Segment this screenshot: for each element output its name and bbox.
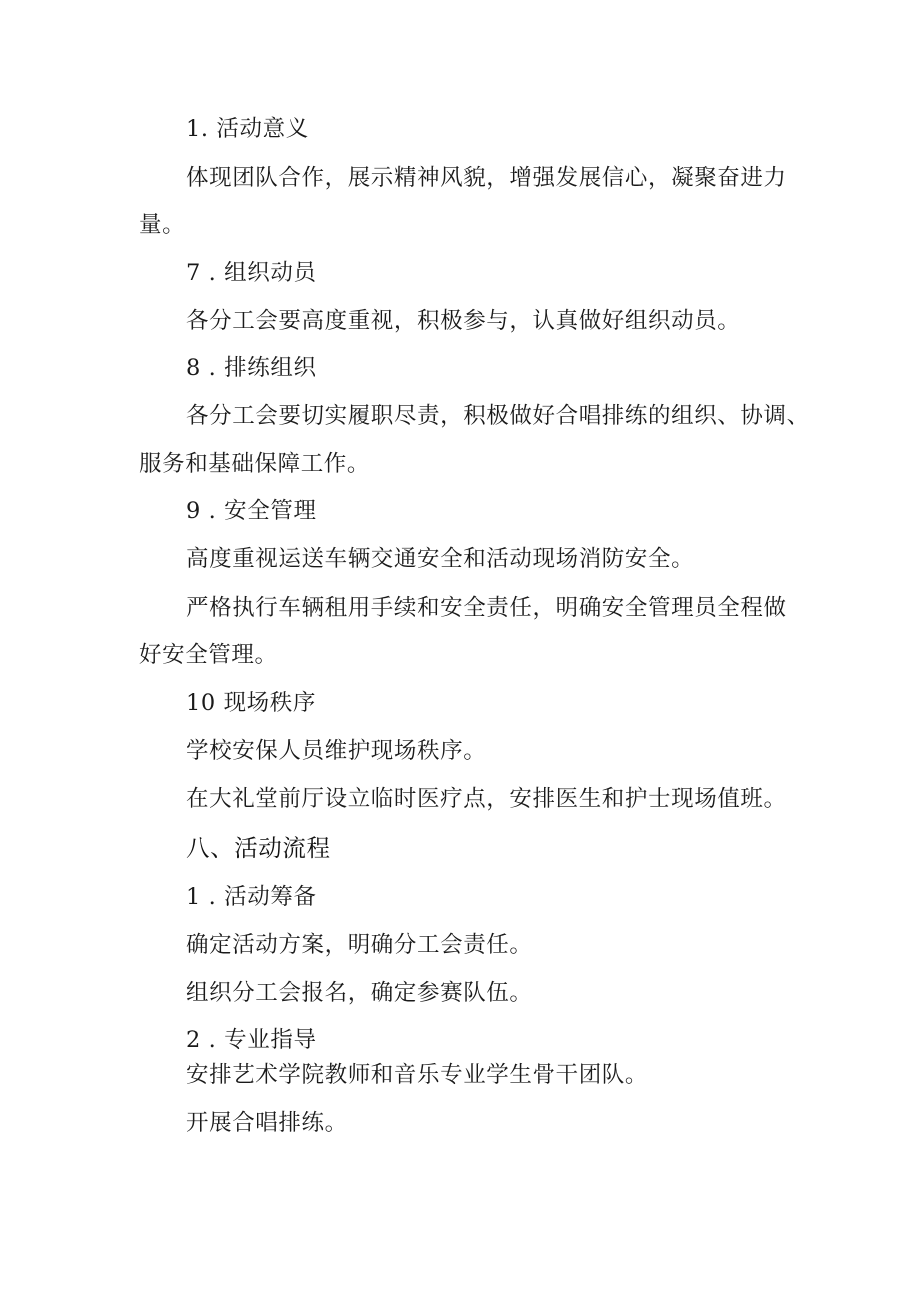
paragraph-line: 确定活动方案，明确分工会责任。 [186, 932, 533, 958]
item-title-activity-significance: 1. 活动意义 [186, 116, 309, 142]
paragraph-line: 在大礼堂前厅设立临时医疗点，安排医生和护士现场值班。 [186, 786, 787, 812]
paragraph-line: 安排艺术学院教师和音乐专业学生骨干团队。 [186, 1062, 649, 1088]
paragraph-line: 高度重视运送车辆交通安全和活动现场消防安全。 [186, 546, 695, 572]
item-title-organization-mobilization: 7 . 组织动员 [186, 260, 317, 286]
item-title-site-order: 10 现场秩序 [186, 690, 316, 716]
paragraph-line: 服务和基础保障工作。 [139, 451, 371, 477]
item-title-rehearsal-organization: 8 . 排练组织 [186, 355, 317, 381]
paragraph-line: 开展合唱排练。 [186, 1110, 348, 1136]
item-title-activity-preparation: 1 . 活动筹备 [186, 884, 317, 910]
paragraph-line: 学校安保人员维护现场秩序。 [186, 738, 487, 764]
paragraph-line: 组织分工会报名，确定参赛队伍。 [186, 980, 533, 1006]
item-title-professional-guidance: 2 . 专业指导 [186, 1027, 317, 1053]
paragraph-line: 好安全管理。 [139, 642, 278, 668]
item-title-safety-management: 9 . 安全管理 [186, 498, 317, 524]
section-heading-activity-process: 八、活动流程 [186, 834, 331, 862]
paragraph-line: 各分工会要高度重视，积极参与，认真做好组织动员。 [186, 308, 741, 334]
paragraph-line: 量。 [139, 212, 186, 238]
paragraph-line: 体现团队合作，展示精神风貌，增强发展信心，凝聚奋进力 [186, 165, 787, 191]
paragraph-line: 严格执行车辆租用手续和安全责任，明确安全管理员全程做 [186, 595, 787, 621]
paragraph-line: 各分工会要切实履职尽责，积极做好合唱排练的组织、协调、 [186, 403, 810, 429]
